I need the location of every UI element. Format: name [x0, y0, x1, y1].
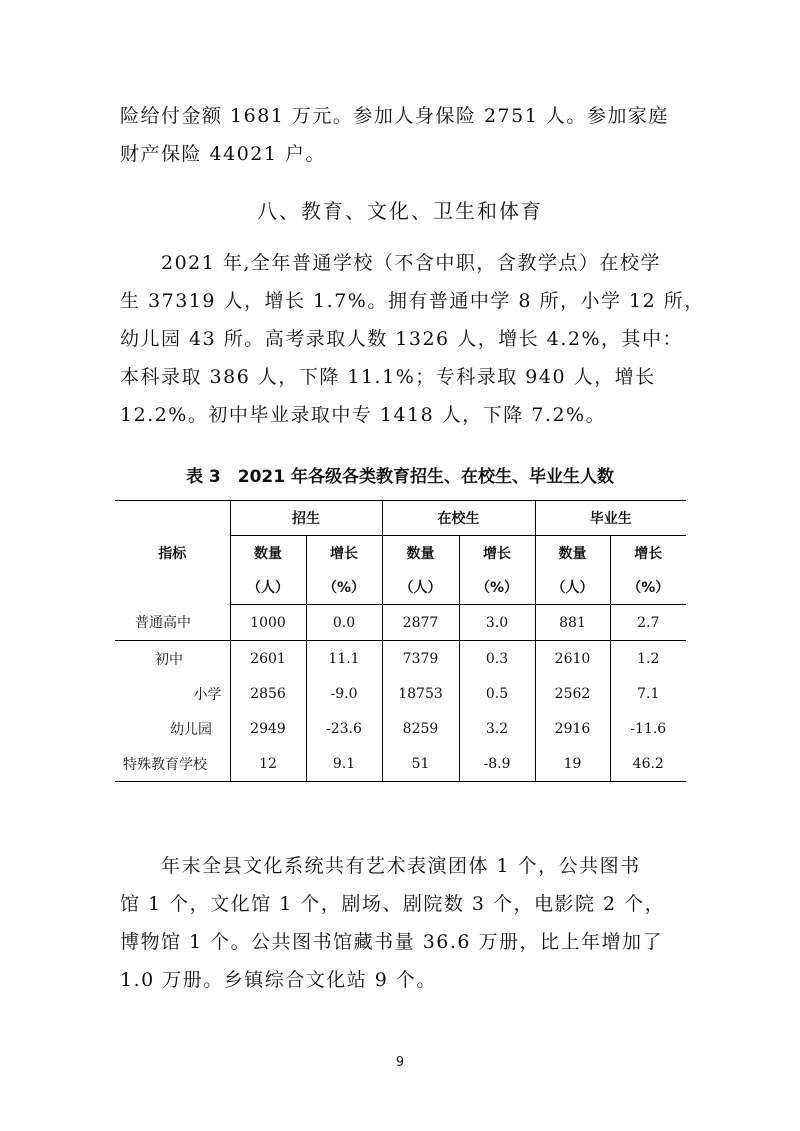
- cell: 46.2: [610, 746, 686, 782]
- paragraph-line: 年末全县文化系统共有艺术表演团体 1 个，公共图书: [120, 855, 641, 877]
- cell: 0.5: [459, 676, 535, 711]
- table-row: [115, 746, 686, 782]
- cell: 1.2: [610, 641, 686, 677]
- table-row: [115, 676, 686, 711]
- row-label: 小学: [193, 686, 222, 703]
- paragraph-line: 生 37319 人，增长 1.7%。拥有普通中学 8 所，小学 12 所，: [120, 290, 705, 312]
- group-header-graduates: 毕业生: [535, 501, 686, 536]
- row-label: 幼儿园: [170, 721, 212, 738]
- paragraph-line: 幼儿园 43 所。高考录取人数 1326 人，增长 4.2%，其中：: [120, 328, 683, 350]
- cell: 0.3: [459, 641, 535, 677]
- cell: -11.6: [610, 711, 686, 746]
- cell: 1000: [230, 605, 306, 641]
- cell: 2610: [535, 641, 610, 677]
- cell: 2562: [535, 676, 610, 711]
- paragraph-line: 12.2%。初中毕业录取中专 1418 人，下降 7.2%。: [120, 404, 607, 426]
- cell: 2916: [535, 711, 610, 746]
- indicator-header: 指标: [115, 501, 230, 605]
- unit-header: （%）: [306, 570, 382, 605]
- cell: -9.0: [306, 676, 382, 711]
- cell: 2856: [230, 676, 306, 711]
- cell: 7379: [382, 641, 459, 677]
- unit-header: （人）: [535, 570, 610, 605]
- cell: 11.1: [306, 641, 382, 677]
- group-header-in-school: 在校生: [382, 501, 535, 536]
- cell: 2949: [230, 711, 306, 746]
- cell: 18753: [382, 676, 459, 711]
- cell: 2877: [382, 605, 459, 641]
- cell: 2.7: [610, 605, 686, 641]
- unit-header: （%）: [610, 570, 686, 605]
- row-label: 特殊教育学校: [115, 746, 230, 782]
- cell: -8.9: [459, 746, 535, 782]
- section-heading: 八、教育、文化、卫生和体育: [257, 199, 543, 223]
- cell: 7.1: [610, 676, 686, 711]
- page-number: 9: [395, 1055, 405, 1070]
- sub-header: 数量: [535, 536, 610, 571]
- group-header-enrollment: 招生: [230, 501, 382, 536]
- cell: 881: [535, 605, 610, 641]
- sub-header: 增长: [459, 536, 535, 571]
- cell: 19: [535, 746, 610, 782]
- unit-header: （%）: [459, 570, 535, 605]
- sub-header: 数量: [230, 536, 306, 571]
- education-table: [115, 500, 686, 782]
- culture-paragraph: [120, 847, 680, 999]
- table-row: [115, 605, 686, 641]
- cell: 8259: [382, 711, 459, 746]
- paragraph-line: 险给付金额 1681 万元。参加人身保险 2751 人。参加家庭: [120, 105, 669, 127]
- cell: 51: [382, 746, 459, 782]
- paragraph-line: 博物馆 1 个。公共图书馆藏书量 36.6 万册，比上年增加了: [120, 931, 664, 953]
- paragraph-line: 财产保险 44021 户。: [120, 143, 327, 165]
- table-header-row: [115, 501, 686, 536]
- table-row: [115, 711, 686, 746]
- paragraph-line: 馆 1 个，文化馆 1 个，剧场、剧院数 3 个，电影院 2 个，: [120, 893, 666, 915]
- cell: 9.1: [306, 746, 382, 782]
- row-label: 初中: [155, 651, 183, 668]
- education-paragraph: [120, 244, 705, 434]
- table-title: 表 3 2021 年各级各类教育招生、在校生、毕业生人数: [186, 467, 614, 487]
- cell: 2601: [230, 641, 306, 677]
- paragraph-line: 1.0 万册。乡镇综合文化站 9 个。: [120, 969, 437, 991]
- cell: 3.2: [459, 711, 535, 746]
- paragraph-line: 2021 年,全年普通学校（不含中职，含教学点）在校学: [120, 252, 661, 274]
- cell: -23.6: [306, 711, 382, 746]
- row-label: 普通高中: [115, 605, 230, 641]
- intro-paragraph: [120, 97, 680, 173]
- cell: 3.0: [459, 605, 535, 641]
- table-row: [115, 641, 686, 677]
- sub-header: 增长: [306, 536, 382, 571]
- unit-header: （人）: [382, 570, 459, 605]
- paragraph-line: 本科录取 386 人，下降 11.1%；专科录取 940 人，增长: [120, 366, 656, 388]
- unit-header: （人）: [230, 570, 306, 605]
- sub-header: 增长: [610, 536, 686, 571]
- cell: 12: [230, 746, 306, 782]
- sub-header: 数量: [382, 536, 459, 571]
- cell: 0.0: [306, 605, 382, 641]
